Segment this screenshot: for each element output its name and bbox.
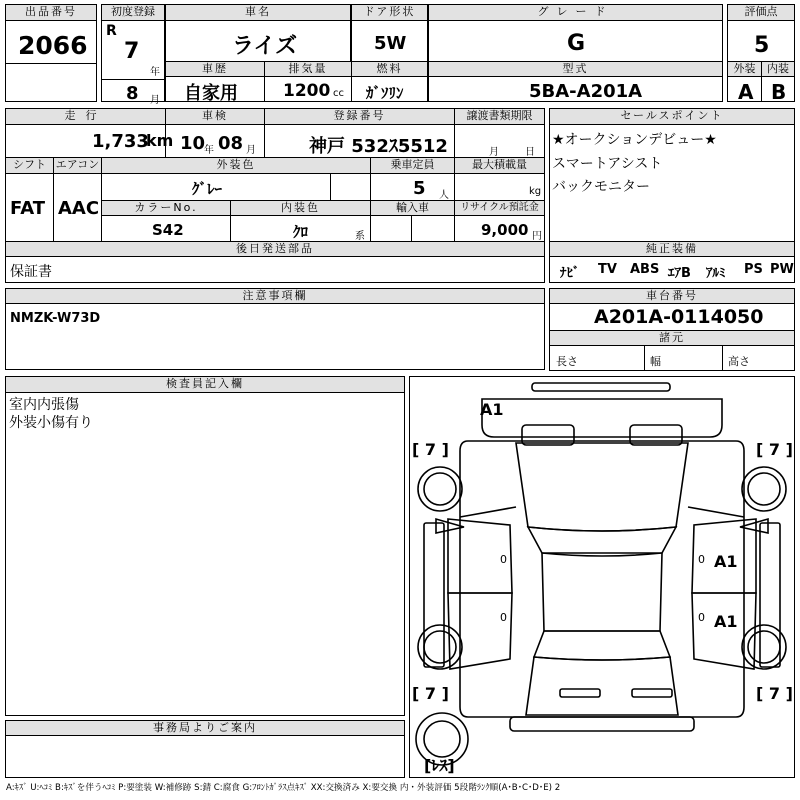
equipment-item: PS bbox=[744, 262, 763, 277]
interior-box bbox=[761, 61, 795, 102]
taillight-left bbox=[560, 689, 600, 697]
office-box bbox=[5, 720, 405, 778]
fuel-label: 燃料 bbox=[352, 62, 427, 77]
sales-point-box bbox=[549, 108, 795, 242]
grade-value: G bbox=[567, 31, 586, 56]
model-box bbox=[428, 61, 723, 102]
specs-length: 長さ bbox=[556, 355, 578, 368]
door-value: 5W bbox=[374, 33, 407, 54]
car-diagram-box bbox=[409, 376, 795, 778]
roof bbox=[542, 553, 662, 631]
car-name-box bbox=[165, 4, 351, 62]
model-value: 5BA-A201A bbox=[529, 81, 643, 102]
inspection-box bbox=[165, 108, 265, 158]
registration-value: 神戸 532ｽ5512 bbox=[309, 136, 448, 157]
sales-point-line: スマートアシスト bbox=[552, 156, 663, 172]
score-box bbox=[727, 4, 795, 62]
side-strip-right bbox=[760, 523, 780, 667]
taillight-right bbox=[632, 689, 672, 697]
transfer-month-unit: 月 bbox=[489, 147, 499, 158]
notes-box bbox=[5, 288, 545, 370]
transfer-box bbox=[454, 108, 545, 158]
lot-number: 2066 bbox=[18, 31, 88, 60]
fuel-box bbox=[351, 61, 428, 102]
headlight-right bbox=[630, 425, 682, 445]
chassis-label: 車台番号 bbox=[550, 289, 794, 304]
damage-mark: A1 bbox=[480, 400, 504, 419]
mileage-unit: km bbox=[146, 131, 174, 150]
grade-label: グレード bbox=[429, 5, 722, 21]
inspector-box bbox=[5, 376, 405, 716]
exterior-value: A bbox=[738, 80, 754, 104]
lot-box bbox=[5, 4, 97, 102]
equipment-item: PW bbox=[770, 262, 794, 277]
recycle-label: リサイクル預託金 bbox=[455, 201, 544, 216]
int-color-value: ｸﾛ bbox=[293, 223, 309, 241]
inspector-label: 検査員記入欄 bbox=[6, 377, 404, 393]
tire-mark: [ 7 ] bbox=[756, 684, 793, 703]
exterior-label: 外装 bbox=[728, 62, 761, 77]
displacement-label: 排気量 bbox=[265, 62, 351, 77]
inspection-year: 10 bbox=[180, 133, 206, 154]
int-color-unit: 系 bbox=[355, 231, 365, 242]
displacement-box bbox=[264, 61, 352, 102]
spare-mark: [ﾚｽ] bbox=[424, 756, 455, 775]
capacity-unit: 人 bbox=[439, 190, 449, 201]
mileage-label: 走行 bbox=[6, 109, 165, 125]
shift-box bbox=[5, 157, 54, 242]
door-zero: 0 bbox=[698, 553, 705, 566]
rear-window bbox=[534, 631, 670, 660]
inspector-line: 室内内張傷 bbox=[9, 397, 79, 413]
grade-box bbox=[428, 4, 723, 62]
later-parts-value: 保証書 bbox=[10, 264, 52, 280]
car-name-value: ライズ bbox=[232, 34, 298, 59]
car-diagram bbox=[410, 377, 794, 777]
damage-mark: A1 bbox=[714, 612, 738, 631]
first-reg-label: 初度登録 bbox=[102, 5, 164, 21]
specs-height: 高さ bbox=[728, 355, 750, 368]
first-reg-box bbox=[101, 4, 165, 106]
sales-point-label: セールスポイント bbox=[550, 109, 794, 125]
equipment-item: TV bbox=[598, 262, 617, 277]
int-color-box bbox=[230, 200, 371, 242]
int-color-label: 内装色 bbox=[231, 201, 370, 216]
door-rear-right bbox=[692, 593, 756, 669]
later-parts-label: 後日発送部品 bbox=[6, 242, 544, 257]
car-name-label: 車名 bbox=[166, 5, 350, 21]
equipment-box bbox=[549, 241, 795, 283]
later-parts-box bbox=[5, 241, 545, 283]
equipment-item: ﾅﾋﾞ bbox=[560, 266, 580, 281]
transfer-day-unit: 日 bbox=[525, 147, 535, 158]
inspection-label: 車検 bbox=[166, 109, 264, 125]
chassis-box bbox=[549, 288, 795, 371]
score-label: 評価点 bbox=[728, 5, 794, 21]
aircon-value: AAC bbox=[58, 198, 100, 219]
mileage-value: 1,733 bbox=[92, 131, 149, 152]
rear-bumper bbox=[510, 717, 694, 731]
mileage-box bbox=[5, 108, 174, 158]
model-label: 型式 bbox=[429, 62, 722, 77]
aircon-label: エアコン bbox=[54, 158, 101, 174]
import-label: 輸入車 bbox=[371, 201, 454, 216]
chassis-value: A201A-0114050 bbox=[594, 306, 764, 328]
trunk bbox=[526, 657, 678, 715]
color-no-box bbox=[101, 200, 231, 242]
displacement-unit: cc bbox=[333, 88, 344, 99]
notes-label: 注意事項欄 bbox=[6, 289, 544, 304]
registration-box bbox=[264, 108, 455, 158]
side-strip-left bbox=[424, 523, 444, 667]
shift-label: シフト bbox=[6, 158, 53, 174]
ext-color-label: 外装色 bbox=[102, 158, 370, 174]
fuel-value: ｶﾞｿﾘﾝ bbox=[366, 84, 404, 102]
capacity-box bbox=[370, 157, 455, 201]
inspection-month: 08 bbox=[218, 133, 244, 154]
front-bumper bbox=[482, 399, 722, 437]
tire-mark: [ 7 ] bbox=[412, 440, 449, 459]
history-box bbox=[165, 61, 265, 102]
first-reg-era: R bbox=[106, 23, 117, 39]
tire-mark: [ 7 ] bbox=[412, 684, 449, 703]
score-value: 5 bbox=[754, 33, 770, 58]
specs-width: 幅 bbox=[650, 355, 661, 368]
recycle-box bbox=[454, 200, 545, 242]
front-bumper-top bbox=[532, 383, 670, 391]
first-reg-year-unit: 年 bbox=[150, 67, 160, 78]
hood bbox=[516, 443, 688, 531]
recycle-value: 9,000 bbox=[481, 221, 529, 239]
inspection-month-unit: 月 bbox=[246, 145, 256, 156]
color-no-value: S42 bbox=[152, 221, 184, 239]
first-reg-year: 7 bbox=[124, 39, 140, 64]
interior-label: 内装 bbox=[762, 62, 794, 77]
inspection-year-unit: 年 bbox=[204, 145, 214, 156]
headlight-left bbox=[522, 425, 574, 445]
tire-mark: [ 7 ] bbox=[756, 440, 793, 459]
max-load-label: 最大積載量 bbox=[455, 158, 544, 174]
ext-color-value: ｸﾞﾚｰ bbox=[192, 180, 223, 198]
first-reg-month: 8 bbox=[126, 83, 139, 104]
ext-color-box bbox=[101, 157, 371, 201]
notes-value: NMZK-W73D bbox=[10, 311, 101, 326]
max-load-box bbox=[454, 157, 545, 201]
recycle-unit: 円 bbox=[532, 231, 542, 242]
door-zero: 0 bbox=[500, 611, 507, 624]
capacity-label: 乗車定員 bbox=[371, 158, 454, 174]
specs-label: 諸元 bbox=[550, 330, 794, 346]
inspector-line: 外装小傷有り bbox=[9, 415, 93, 431]
legend: A:ｷｽﾞ U:ﾍｺﾐ B:ｷｽﾞを伴うﾍｺﾐ P:要塗装 W:補修跡 S:錆 C:腐食 G:ﾌﾛﾝﾄｶﾞﾗｽ点ｷｽﾞ XX:交換済み X:要交換 内・外装評価 5段階ﾗﾝｸ順(A･B･C･D･E) 2 bbox=[6, 783, 561, 793]
exterior-box bbox=[727, 61, 762, 102]
equipment-label: 純正装備 bbox=[550, 242, 794, 257]
equipment-item: ABS bbox=[630, 262, 660, 277]
interior-value: B bbox=[771, 80, 787, 104]
sales-point-line: バックモニター bbox=[552, 179, 650, 195]
max-load-unit: kg bbox=[529, 186, 542, 197]
body-outline bbox=[460, 441, 744, 717]
door-zero: 0 bbox=[500, 553, 507, 566]
door-box bbox=[351, 4, 428, 62]
door-rear-left bbox=[448, 593, 512, 669]
registration-label: 登録番号 bbox=[265, 109, 454, 125]
equipment-item: ｱﾙﾐ bbox=[706, 266, 726, 281]
door-zero: 0 bbox=[698, 611, 705, 624]
capacity-value: 5 bbox=[413, 178, 426, 199]
equipment-item: ｴｱB bbox=[668, 266, 691, 281]
displacement-value: 1200 bbox=[283, 81, 331, 101]
windshield bbox=[528, 527, 676, 556]
aircon-box bbox=[53, 157, 102, 242]
first-reg-month-unit: 月 bbox=[150, 95, 160, 106]
history-value: 自家用 bbox=[184, 83, 238, 104]
shift-value: FAT bbox=[10, 198, 46, 219]
sales-point-line: ★オークションデビュー★ bbox=[552, 132, 717, 148]
door-label: ドア形状 bbox=[352, 5, 427, 21]
lot-label: 出品番号 bbox=[6, 5, 96, 21]
color-no-label: カラーNo. bbox=[102, 201, 230, 216]
damage-mark: A1 bbox=[714, 552, 738, 571]
transfer-label: 譲渡書類期限 bbox=[455, 109, 544, 125]
office-label: 事務局よりご案内 bbox=[6, 721, 404, 736]
import-box bbox=[370, 200, 455, 242]
history-label: 車歴 bbox=[166, 62, 264, 77]
